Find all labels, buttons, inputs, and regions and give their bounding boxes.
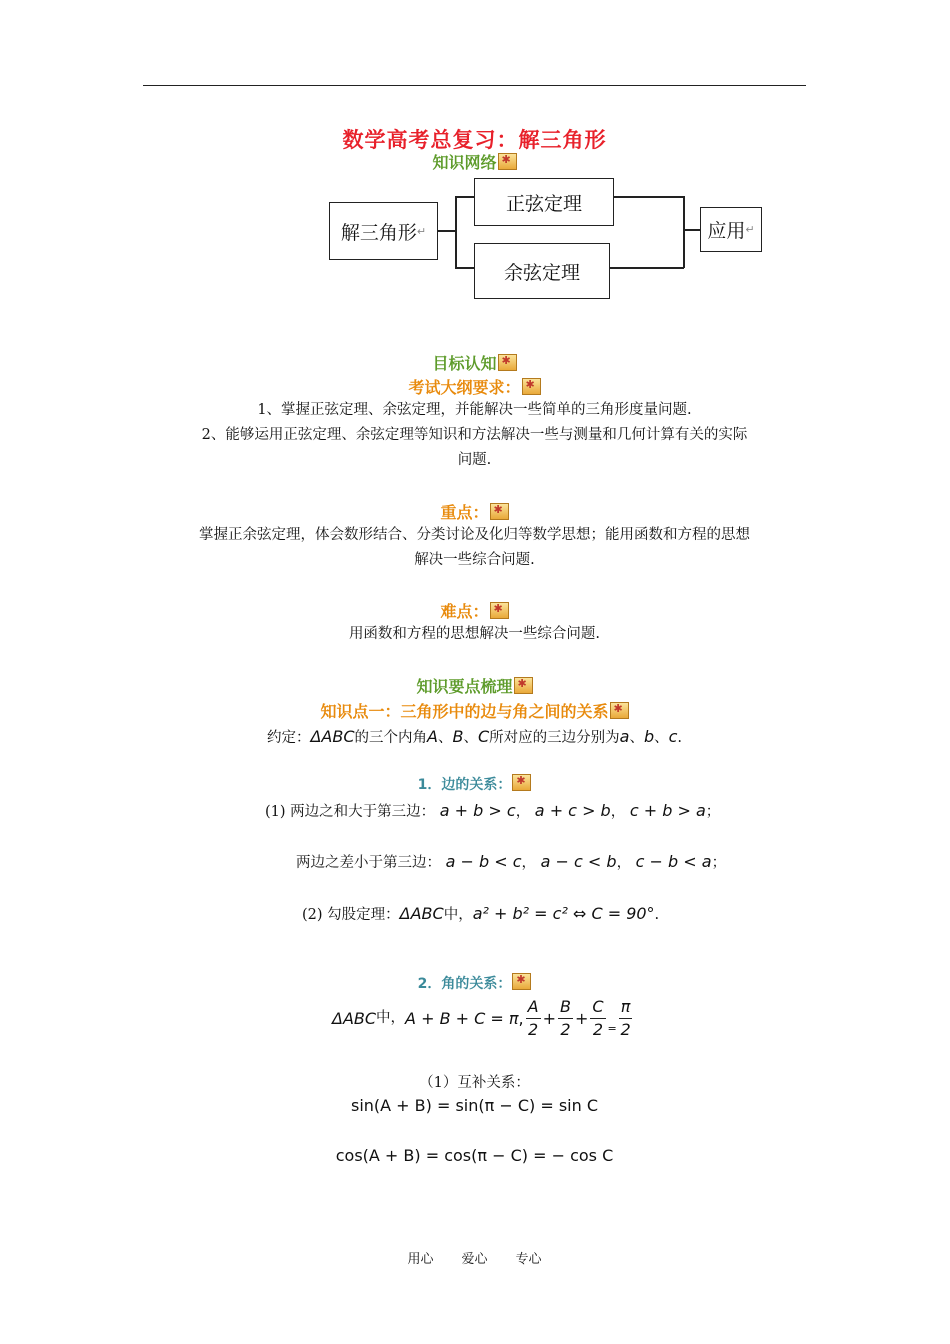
note-icon[interactable]	[490, 503, 509, 520]
note-icon[interactable]	[498, 354, 517, 371]
connector	[683, 196, 685, 268]
syllabus-heading: 考试大纲要求：✱	[143, 375, 806, 398]
pythagorean-theorem: (2) 勾股定理：ΔABC中，a² + b² = c² ⇔ C = 90°.	[302, 904, 660, 923]
hard-heading: 难点：✱	[143, 599, 806, 622]
side-sum-relation: (1) 两边之和大于第三边： a + b > c， a + c > b， c + b > a；	[265, 801, 721, 820]
note-icon[interactable]	[522, 378, 541, 395]
diagram-apply-box: 应用 ↵	[700, 207, 762, 252]
side-diff-relation: 两边之差小于第三边： a − b < c， a − c < b， c − b < a；	[296, 852, 727, 871]
point1-heading: 知识点一：三角形中的边与角之间的关系✱	[143, 699, 806, 722]
note-icon[interactable]	[512, 973, 531, 990]
connector	[455, 196, 475, 198]
note-icon[interactable]	[498, 153, 517, 170]
hard-text: 用函数和方程的思想解决一些综合问题.	[348, 626, 601, 642]
fraction-pi-half: $\frac{\pi}{2}$	[620, 997, 631, 1039]
fraction-b-half: $\frac{B}{2}$	[559, 997, 571, 1039]
points-heading: 知识要点梳理✱	[143, 674, 806, 697]
header-rule	[143, 85, 806, 86]
angle-relation-heading: 2．角的关系：✱	[143, 973, 806, 993]
syllabus-text: 1、掌握正弦定理、余弦定理，并能解决一些简单的三角形度量问题. 2、能够运用正弦定理、余弦定理等知识和方法解决一些与测量和几何计算有关的实际 问题.	[201, 402, 748, 468]
cosine-identity: cos(A + B) = cos(π − C) = − cos C	[335, 1146, 614, 1165]
side-relation-heading: 1．边的关系：✱	[143, 774, 806, 794]
goals-heading: 目标认知✱	[143, 351, 806, 374]
diagram-cosine-box: 余弦定理	[474, 243, 610, 299]
connector	[613, 196, 684, 198]
connector	[609, 267, 684, 269]
page-title: 数学高考总复习：解三角形	[342, 128, 607, 152]
key-heading: 重点：✱	[143, 500, 806, 523]
key-text: 掌握正余弦定理，体会数形结合、分类讨论及化归等数学思想；能用函数和方程的思想 解决一些综合问题.	[199, 527, 750, 568]
note-icon[interactable]	[490, 602, 509, 619]
connector	[683, 229, 701, 231]
note-icon[interactable]	[610, 702, 629, 719]
connector	[437, 230, 456, 232]
supplementary-label: （1）互补关系：	[419, 1075, 530, 1091]
fraction-c-half: $\frac{C}{2}$	[592, 997, 604, 1039]
page-footer: 用心 爱心 专心	[407, 1252, 542, 1267]
diagram-sine-box: 正弦定理	[474, 178, 614, 226]
note-icon[interactable]	[514, 677, 533, 694]
diagram-root-box: 解三角形 ↵	[329, 202, 438, 260]
sine-identity: sin(A + B) = sin(π − C) = sin C	[350, 1096, 599, 1115]
convention-line: 约定：ΔABC的三个内角A、B、C所对应的三边分别为a、b、c.	[266, 727, 683, 746]
fraction-a-half: $\frac{A}{2}$	[527, 997, 539, 1039]
connector	[455, 196, 457, 268]
network-heading: 知识网络✱	[143, 150, 806, 173]
connector	[455, 267, 475, 269]
angle-sum-equation: ΔABC 中， A + B + C = π , $\frac{A}{2}$ + $\frac{B}{2}$ + $\frac{C}{2}$ = $\frac{\pi}{2}$	[332, 997, 631, 1039]
note-icon[interactable]	[512, 774, 531, 791]
